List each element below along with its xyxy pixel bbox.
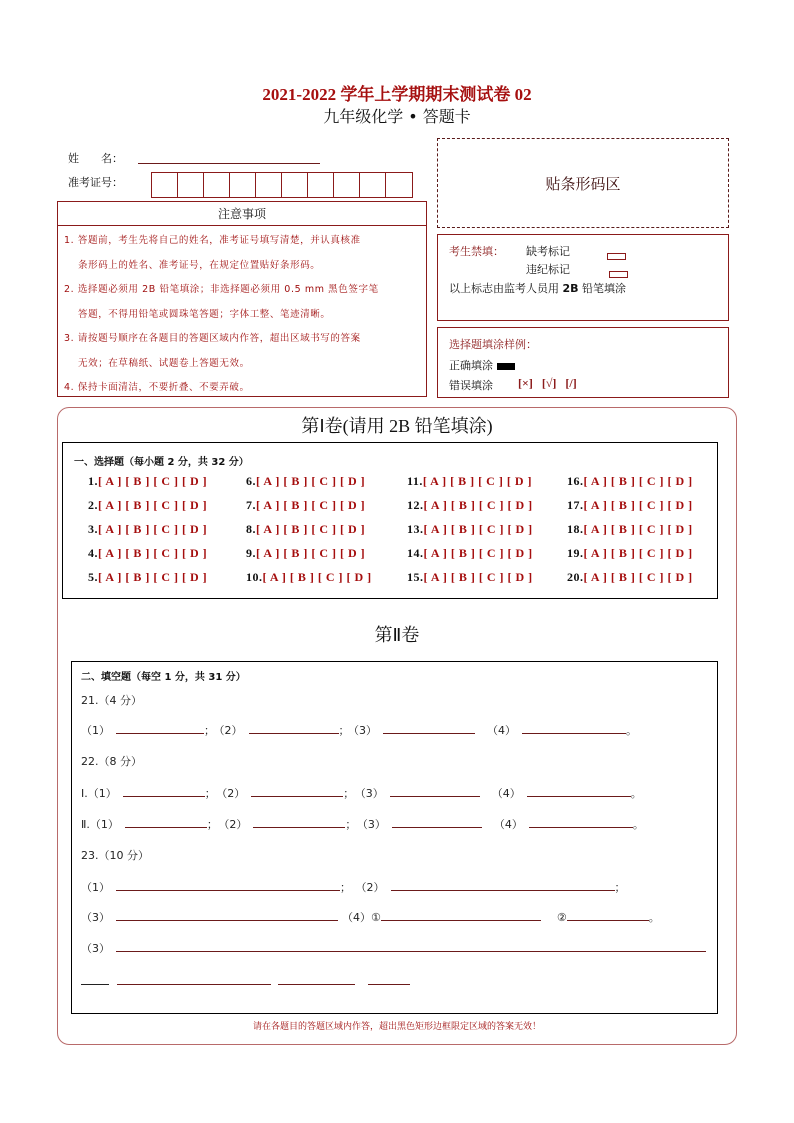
- question-number: 4.: [88, 546, 98, 560]
- answer-blank[interactable]: [123, 785, 205, 797]
- fill-example-title: 选择题填涂样例：: [449, 338, 537, 351]
- answer-options[interactable]: [ A ] [ B ] [ C ] [ D ]: [423, 522, 533, 536]
- answer-blank[interactable]: [522, 722, 626, 734]
- fill-blank-section: [71, 661, 718, 1014]
- answer-blank[interactable]: [116, 909, 338, 921]
- id-digit-box[interactable]: [152, 173, 178, 197]
- exam-id-boxes[interactable]: [151, 172, 413, 198]
- question-number: 12.: [407, 498, 424, 512]
- answer-options[interactable]: [ A ] [ B ] [ C ] [ D ]: [98, 522, 208, 536]
- id-digit-box[interactable]: [256, 173, 282, 197]
- mc-question: [567, 570, 693, 585]
- question-number: 15.: [407, 570, 424, 584]
- answer-blank[interactable]: [392, 816, 482, 828]
- question-number: 14.: [407, 546, 424, 560]
- question-number: 6.: [246, 474, 256, 488]
- absent-label: 缺考标记: [526, 245, 570, 258]
- mc-question: [88, 498, 207, 513]
- notice-item-cont: 无效；在草稿纸、试题卷上答题无效。: [78, 357, 250, 369]
- q23-row2: （3） （4）① ② 。: [81, 911, 660, 924]
- id-digit-box[interactable]: [308, 173, 334, 197]
- answer-blank[interactable]: [383, 722, 475, 734]
- question-number: 9.: [246, 546, 256, 560]
- proctor-note: 以上标志由监考人员用 2B 铅笔填涂: [449, 282, 627, 295]
- wrong-fill-label: 错误填涂: [449, 379, 493, 392]
- notice-item: 4. 保持卡面清洁，不要折叠、不要弄破。: [64, 382, 250, 393]
- id-digit-box[interactable]: [334, 173, 360, 197]
- answer-blank[interactable]: [381, 909, 541, 921]
- q22-row2: Ⅱ.（1） ； （2） ； （3） （4） 。: [81, 818, 644, 831]
- wrong-mark-slash: [/]: [565, 376, 577, 390]
- mc-question: [407, 546, 533, 561]
- answer-options[interactable]: [ A ] [ B ] [ C ] [ D ]: [583, 522, 693, 536]
- answer-options[interactable]: [ A ] [ B ] [ C ] [ D ]: [423, 570, 533, 584]
- mc-question: [246, 570, 372, 585]
- id-digit-box[interactable]: [360, 173, 386, 197]
- q23-label: 23.（10 分）: [81, 849, 149, 862]
- mc-question: [567, 474, 693, 489]
- question-number: 8.: [246, 522, 256, 536]
- correct-fill-sample: [497, 363, 515, 370]
- q23-row3: （3）: [81, 940, 706, 956]
- answer-blank[interactable]: [116, 879, 340, 891]
- page-title: 2021-2022 学年上学期期末测试卷 02: [262, 85, 532, 104]
- answer-area-warning: 请在各题目的答题区域内作答，超出黑色矩形边框限定区域的答案无效！: [252, 1022, 541, 1032]
- mc-question: [407, 570, 533, 585]
- question-number: 11.: [407, 474, 423, 488]
- mc-question: [567, 546, 693, 561]
- question-number: 19.: [567, 546, 584, 560]
- fill-example-panel: [437, 327, 729, 398]
- barcode-area[interactable]: [437, 138, 729, 228]
- mc-heading: 一、选择题（每小题 2 分，共 32 分）: [74, 457, 249, 468]
- answer-options[interactable]: [ A ] [ B ] [ C ] [ D ]: [583, 498, 693, 512]
- notice-item: 2. 选择题必须用 2B 铅笔填涂；非选择题必须用 0.5 mm 黑色签字笔: [64, 284, 379, 295]
- answer-blank[interactable]: [527, 785, 631, 797]
- question-number: 7.: [246, 498, 256, 512]
- answer-blank[interactable]: [249, 722, 339, 734]
- mc-question: [88, 570, 207, 585]
- answer-blank-long[interactable]: [116, 940, 706, 952]
- fill-blank-heading: 二、填空题（每空 1 分，共 31 分）: [81, 672, 246, 683]
- question-number: 10.: [246, 570, 263, 584]
- answer-options[interactable]: [ A ] [ B ] [ C ] [ D ]: [98, 570, 208, 584]
- proctor-panel: [437, 234, 729, 321]
- correct-fill-label: 正确填涂: [449, 359, 493, 372]
- answer-options[interactable]: [ A ] [ B ] [ C ] [ D ]: [256, 474, 366, 488]
- part1-title: 第Ⅰ卷(请用 2B 铅笔填涂): [301, 416, 493, 436]
- answer-options[interactable]: [ A ] [ B ] [ C ] [ D ]: [98, 498, 208, 512]
- wrong-mark-x: [×]: [518, 376, 533, 390]
- continuation-line[interactable]: [368, 984, 410, 985]
- answer-options[interactable]: [ A ] [ B ] [ C ] [ D ]: [423, 498, 533, 512]
- mc-question: [88, 522, 207, 537]
- exam-id-label: 准考证号：: [68, 176, 123, 189]
- id-digit-box[interactable]: [178, 173, 204, 197]
- page-subtitle: 九年级化学 • 答题卡: [323, 107, 471, 126]
- mc-question: [246, 474, 365, 489]
- mc-question: [246, 522, 365, 537]
- notice-item-cont: 条形码上的姓名、准考证号，在规定位置贴好条形码。: [78, 259, 321, 271]
- answer-blank[interactable]: [125, 816, 207, 828]
- answer-options[interactable]: [ A ] [ B ] [ C ] [ D ]: [423, 546, 533, 560]
- answer-options[interactable]: [ A ] [ B ] [ C ] [ D ]: [422, 474, 532, 488]
- mc-question: [407, 522, 533, 537]
- question-number: 20.: [567, 570, 584, 584]
- question-number: 5.: [88, 570, 98, 584]
- q21-row: （1） ； （2） ； （3） （4） 。: [81, 724, 637, 737]
- mc-question: [246, 546, 365, 561]
- answer-blank[interactable]: [529, 816, 633, 828]
- name-label: 姓 名：: [68, 152, 123, 165]
- question-number: 2.: [88, 498, 98, 512]
- notice-item-cont: 答题，不得用铅笔或圆珠笔答题；字体工整、笔迹清晰。: [78, 308, 331, 320]
- mc-question: [567, 498, 693, 513]
- continuation-line[interactable]: [117, 984, 271, 985]
- q21-label: 21.（4 分）: [81, 694, 142, 707]
- notice-item: 1. 答题前，考生先将自己的姓名，准考证号填写清楚，并认真核准: [64, 235, 361, 246]
- barcode-label: 贴条形码区: [545, 174, 621, 193]
- absent-mark-box[interactable]: [607, 253, 626, 260]
- id-digit-box[interactable]: [386, 173, 412, 197]
- id-digit-box[interactable]: [282, 173, 308, 197]
- answer-blank[interactable]: [391, 879, 615, 891]
- continuation-line[interactable]: [81, 984, 109, 985]
- q22-label: 22.（8 分）: [81, 755, 142, 768]
- q23-row1: （1） ； （2） ；: [81, 881, 626, 894]
- notice-body: [58, 226, 426, 401]
- answer-blank[interactable]: [390, 785, 480, 797]
- wrong-mark-check: [√]: [541, 376, 557, 390]
- answer-options[interactable]: [ A ] [ B ] [ C ] [ D ]: [98, 546, 208, 560]
- part2-title: 第Ⅱ卷: [374, 625, 420, 645]
- mc-question: [88, 474, 207, 489]
- answer-options[interactable]: [ A ] [ B ] [ C ] [ D ]: [256, 546, 366, 560]
- question-number: 3.: [88, 522, 98, 536]
- answer-options[interactable]: [ A ] [ B ] [ C ] [ D ]: [583, 570, 693, 584]
- answer-blank[interactable]: [251, 785, 343, 797]
- mc-question: [407, 498, 533, 513]
- question-number: 18.: [567, 522, 584, 536]
- answer-options[interactable]: [ A ] [ B ] [ C ] [ D ]: [98, 474, 208, 488]
- question-number: 16.: [567, 474, 584, 488]
- mc-question: [567, 522, 693, 537]
- answer-options[interactable]: [ A ] [ B ] [ C ] [ D ]: [256, 522, 366, 536]
- continuation-line[interactable]: [278, 984, 355, 985]
- answer-options[interactable]: [ A ] [ B ] [ C ] [ D ]: [262, 570, 372, 584]
- answer-options[interactable]: [ A ] [ B ] [ C ] [ D ]: [256, 498, 366, 512]
- notice-panel: [57, 201, 427, 397]
- mc-question: [88, 546, 207, 561]
- mc-question: [246, 498, 365, 513]
- id-digit-box[interactable]: [204, 173, 230, 197]
- question-number: 1.: [88, 474, 98, 488]
- question-number: 13.: [407, 522, 424, 536]
- id-digit-box[interactable]: [230, 173, 256, 197]
- answer-blank[interactable]: [253, 816, 345, 828]
- q22-row1: Ⅰ.（1） ； （2） ； （3） （4） 。: [81, 787, 642, 800]
- answer-options[interactable]: [ A ] [ B ] [ C ] [ D ]: [583, 546, 693, 560]
- mc-question: [407, 474, 532, 489]
- violation-label: 违纪标记: [526, 263, 570, 276]
- name-field[interactable]: [138, 150, 320, 164]
- proctor-title: 考生禁填：: [449, 245, 504, 258]
- question-number: 17.: [567, 498, 584, 512]
- notice-title: 注意事项: [58, 202, 426, 226]
- answer-blank[interactable]: [116, 722, 204, 734]
- answer-options[interactable]: [ A ] [ B ] [ C ] [ D ]: [583, 474, 693, 488]
- notice-item: 3. 请按题号顺序在各题目的答题区域内作答，超出区域书写的答案: [64, 333, 361, 344]
- violation-mark-box[interactable]: [609, 271, 628, 278]
- answer-blank[interactable]: [567, 909, 649, 921]
